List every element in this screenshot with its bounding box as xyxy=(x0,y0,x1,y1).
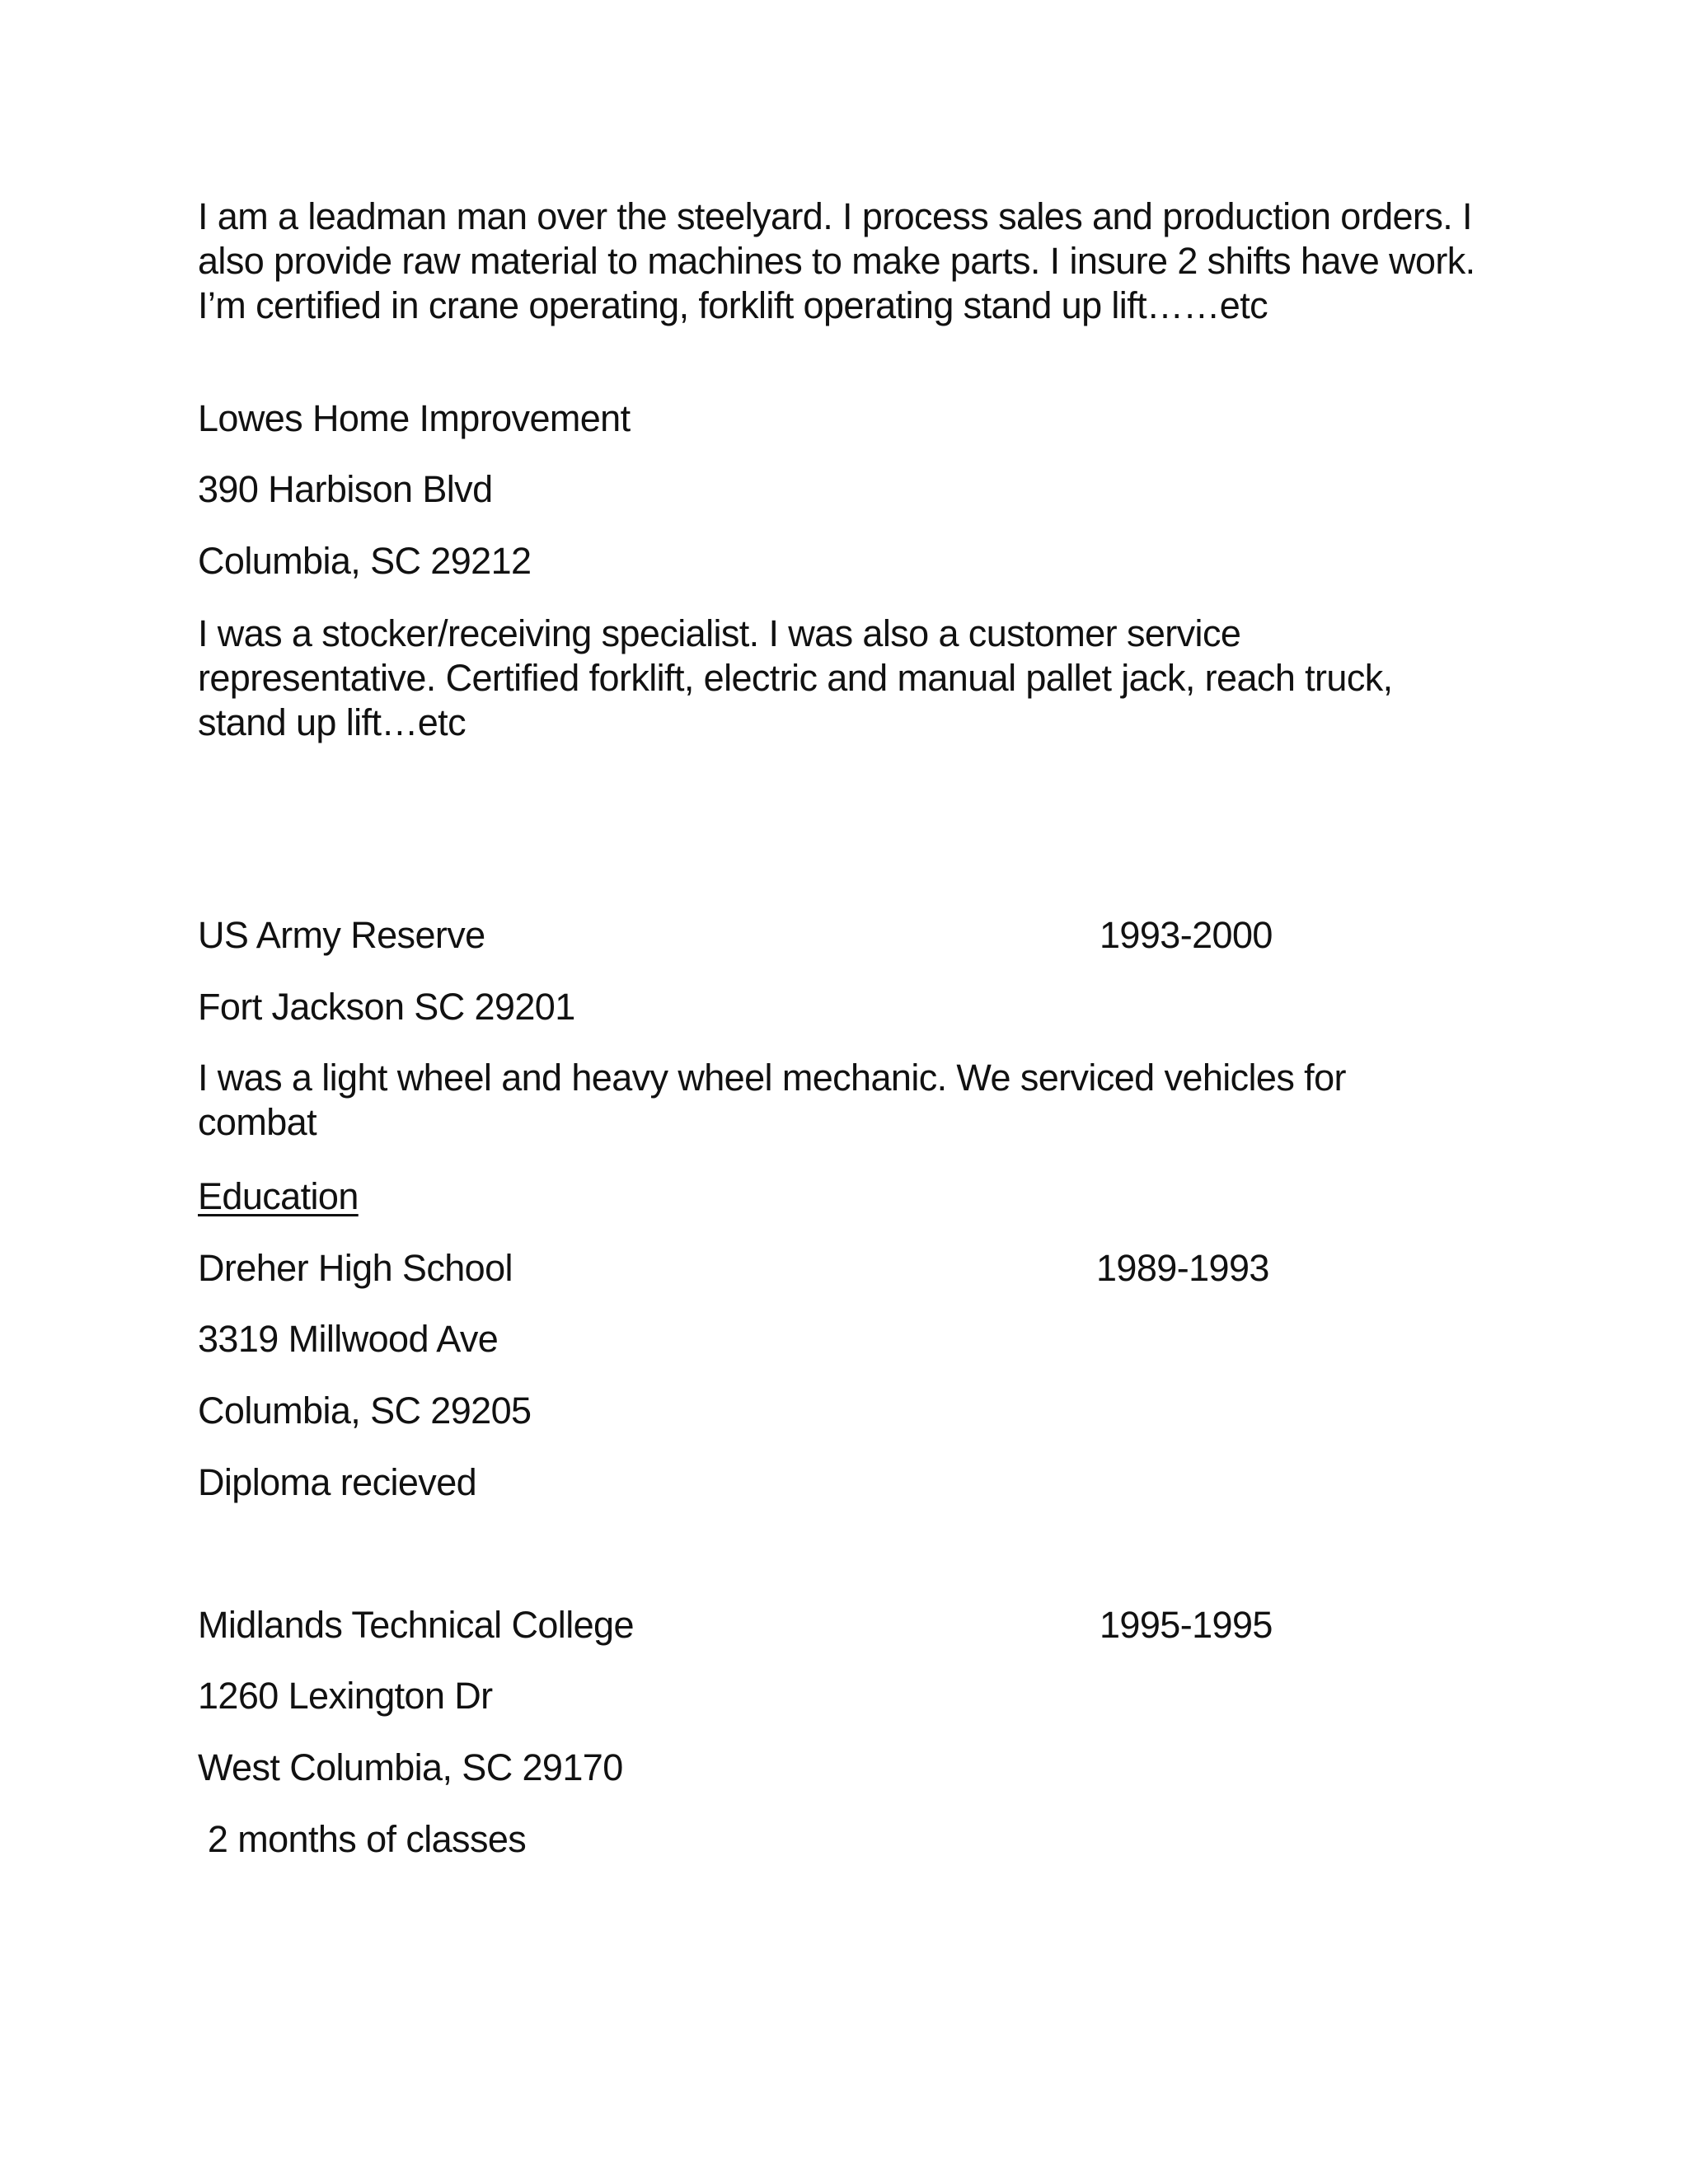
school1-note: Diploma recieved xyxy=(198,1461,477,1503)
military-years: 1993-2000 xyxy=(1100,914,1273,956)
job2-description: I was a stocker/receiving specialist. I was also a customer service representative. Certified forklift, electric and manual pallet jack, reach truck, stand up lift…etc xyxy=(198,612,1393,743)
school1-name: Dreher High School xyxy=(198,1247,513,1289)
military-description: I was a light wheel and heavy wheel mechanic. We serviced vehicles for combat xyxy=(198,1057,1346,1143)
school1-address: 3319 Millwood Ave xyxy=(198,1318,499,1360)
job2-city: Columbia, SC 29212 xyxy=(198,540,532,582)
school2-name: Midlands Technical College xyxy=(198,1604,634,1646)
school2-city: West Columbia, SC 29170 xyxy=(198,1746,623,1788)
school2-address: 1260 Lexington Dr xyxy=(198,1675,493,1717)
education-heading: Education xyxy=(198,1175,359,1217)
school2-years: 1995-1995 xyxy=(1100,1604,1273,1646)
job2-address: 390 Harbison Blvd xyxy=(198,468,493,510)
military-employer: US Army Reserve xyxy=(198,914,485,956)
job2-employer: Lowes Home Improvement xyxy=(198,397,631,439)
school2-note: 2 months of classes xyxy=(198,1818,527,1860)
job1-description: I am a leadman man over the steelyard. I process sales and production orders. I also provide raw material to machines to make parts. I insure 2 shifts have work. I’m certified in crane operating, forklift operating stand up lift……etc xyxy=(198,195,1475,326)
school1-years: 1989-1993 xyxy=(1096,1247,1269,1289)
school1-city: Columbia, SC 29205 xyxy=(198,1390,532,1432)
military-location: Fort Jackson SC 29201 xyxy=(198,986,575,1028)
